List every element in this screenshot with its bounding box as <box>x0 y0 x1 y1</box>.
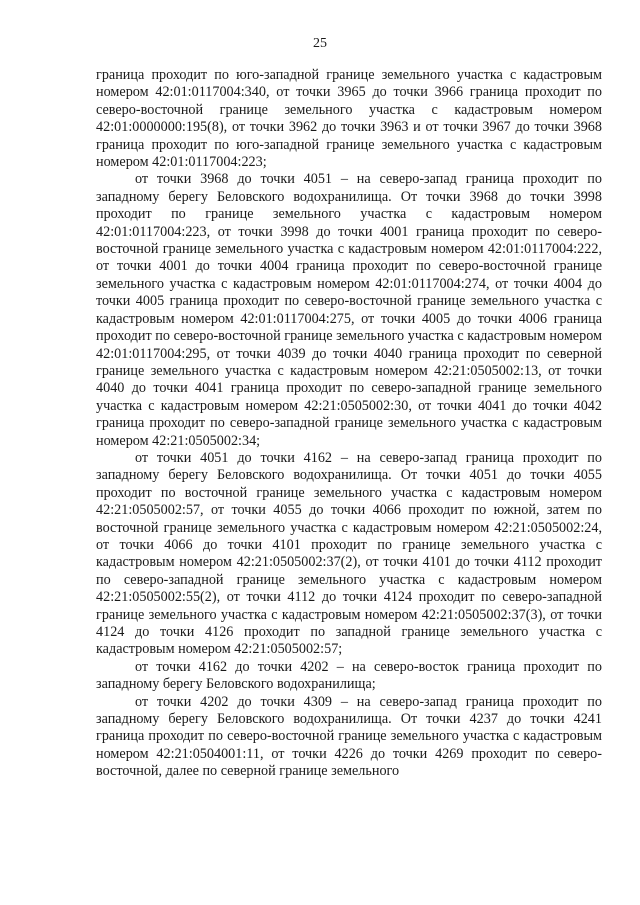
page-number: 25 <box>313 36 327 51</box>
paragraph-1: граница проходит по юго-западной границе земельного участка с кадастровым номером 42:01:0117004:340, от точки 3965 до точки 3966 граница проходит по северо-восточной границе земельного участка с кадастровым номером 42:01:0000000:195(8), от точки 3962 до точки 3963 и от точки 3967 до точки 3968 граница проходит по юго-западной границе земельного участка с кадастровым номером 42:01:0117004:223; <box>96 67 602 171</box>
paragraph-3: от точки 4051 до точки 4162 – на северо-запад граница проходит по западному берегу Беловского водохранилища. От точки 4051 до точки 4055 проходит по восточной границе земельного участка с кадастровым номером 42:21:0505002:57, от точки 4055 до точки 4066 проходит по южной, затем по восточной границе земельного участка с кадастровым номером 42:21:0505002:24, от точки 4066 до точки 4101 проходит по границе земельного участка с кадастровым номером 42:21:0505002:37(2), от точки 4101 до точки 4112 проходит по северо-западной границе земельного участка с кадастровым номером 42:21:0505002:55(2), от точки 4112 до точки 4124 проходит по северо-западной границе земельного участка с кадастровым номером 42:21:0505002:37(3), от точки 4124 до точки 4126 проходит по западной границе земельного участка с кадастровым номером 42:21:0505002:57; <box>96 449 602 658</box>
paragraph-4: от точки 4162 до точки 4202 – на северо-восток граница проходит по западному берегу Беловского водохранилища; <box>96 658 602 693</box>
document-body <box>96 67 602 781</box>
paragraph-2: от точки 3968 до точки 4051 – на северо-запад граница проходит по западному берегу Беловского водохранилища. От точки 3968 до точки 3998 проходит по границе земельного участка с кадастровым номером 42:01:0117004:223, от точки 3998 до точки 4001 граница проходит по северо-восточной границе земельного участка с кадастровым номером 42:01:0117004:222, от точки 4001 до точки 4004 граница проходит по северо-восточной границе земельного участка с кадастровым номером 42:01:0117004:274, от точки 4004 до точки 4005 граница проходит по северо-восточной границе земельного участка с кадастровым номером 42:01:0117004:275, от точки 4005 до точки 4006 граница проходит по северо-восточной границе земельного участка с кадастровым номером 42:01:0117004:295, от точки 4039 до точки 4040 граница проходит по северной границе земельного участка с кадастровым номером 42:21:0505002:13, от точки 4040 до точки 4041 граница проходит по северо-западной границе земельного участка с кадастровым номером 42:21:0505002:30, от точки 4041 до точки 4042 граница проходит по северо-западной границе земельного участка с кадастровым номером 42:21:0505002:34; <box>96 171 602 449</box>
paragraph-5: от точки 4202 до точки 4309 – на северо-запад граница проходит по западному берегу Беловского водохранилища. От точки 4237 до точки 4241 граница проходит по северо-восточной границе земельного участка с кадастровым номером 42:21:0504001:11, от точки 4226 до точки 4269 проходит по северо-восточной, далее по северной границе земельного <box>96 693 602 780</box>
